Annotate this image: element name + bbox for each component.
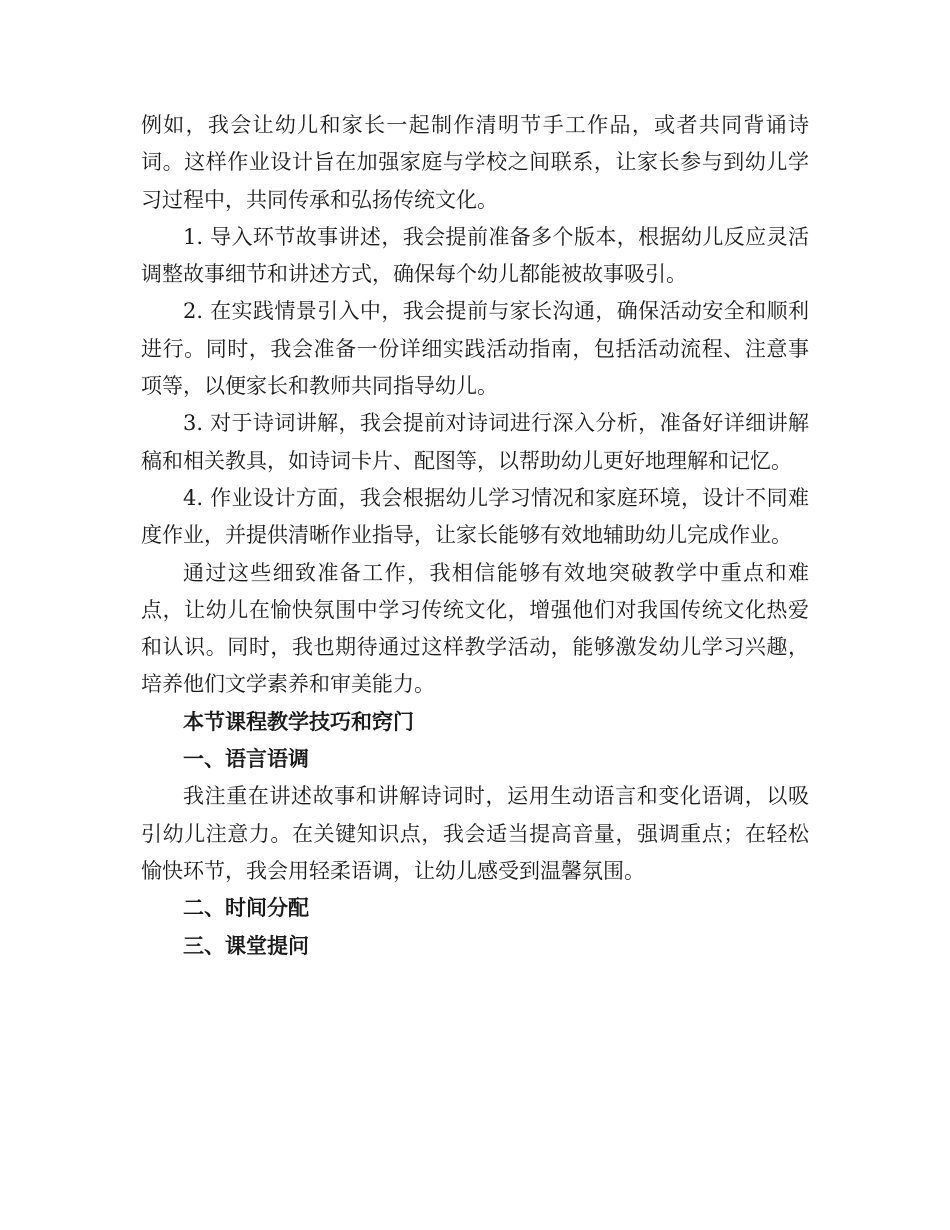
document-body: [141, 107, 809, 965]
section-heading-teaching-tips: 本节课程教学技巧和窍门: [183, 709, 414, 734]
paragraph-item-1: 1. 导入环节故事讲述，我会提前准备多个版本，根据幼儿反应灵活调整故事细节和讲述方式，确保每个幼儿都能被故事吸引。: [141, 224, 809, 287]
subheading-time-allocation: 二、时间分配: [183, 896, 309, 921]
paragraph-homework-example: 例如，我会让幼儿和家长一起制作清明节手工作品，或者共同背诵诗词。这样作业设计旨在加强家庭与学校之间联系，让家长参与到幼儿学习过程中，共同传承和弘扬传统文化。: [141, 113, 809, 212]
subheading-language-tone: 一、语言语调: [183, 747, 309, 772]
paragraph-summary: 通过这些细致准备工作，我相信能够有效地突破教学中重点和难点，让幼儿在愉快氛围中学习传统文化，增强他们对我国传统文化热爱和认识。同时，我也期待通过这样教学活动，能够激发幼儿学习兴趣，培养他们文学素养和审美能力。: [141, 560, 809, 697]
paragraph-item-3: 3. 对于诗词讲解，我会提前对诗词进行深入分析，准备好详细讲解稿和相关教具，如诗词卡片、配图等，以帮助幼儿更好地理解和记忆。: [141, 411, 809, 473]
paragraph-item-2: 2. 在实践情景引入中，我会提前与家长沟通，确保活动安全和顺利进行。同时，我会准备一份详细实践活动指南，包括活动流程、注意事项等，以便家长和教师共同指导幼儿。: [141, 299, 809, 399]
paragraph-language-tone: 我注重在讲述故事和讲解诗词时，运用生动语言和变化语调，以吸引幼儿注意力。在关键知识点，我会适当提高音量，强调重点；在轻松愉快环节，我会用轻柔语调，让幼儿感受到温馨氛围。: [141, 784, 809, 883]
subheading-classroom-questions: 三、课堂提问: [183, 933, 309, 958]
paragraph-item-4: 4. 作业设计方面，我会根据幼儿学习情况和家庭环境，设计不同难度作业，并提供清晰作业指导，让家长能够有效地辅助幼儿完成作业。: [141, 485, 809, 548]
